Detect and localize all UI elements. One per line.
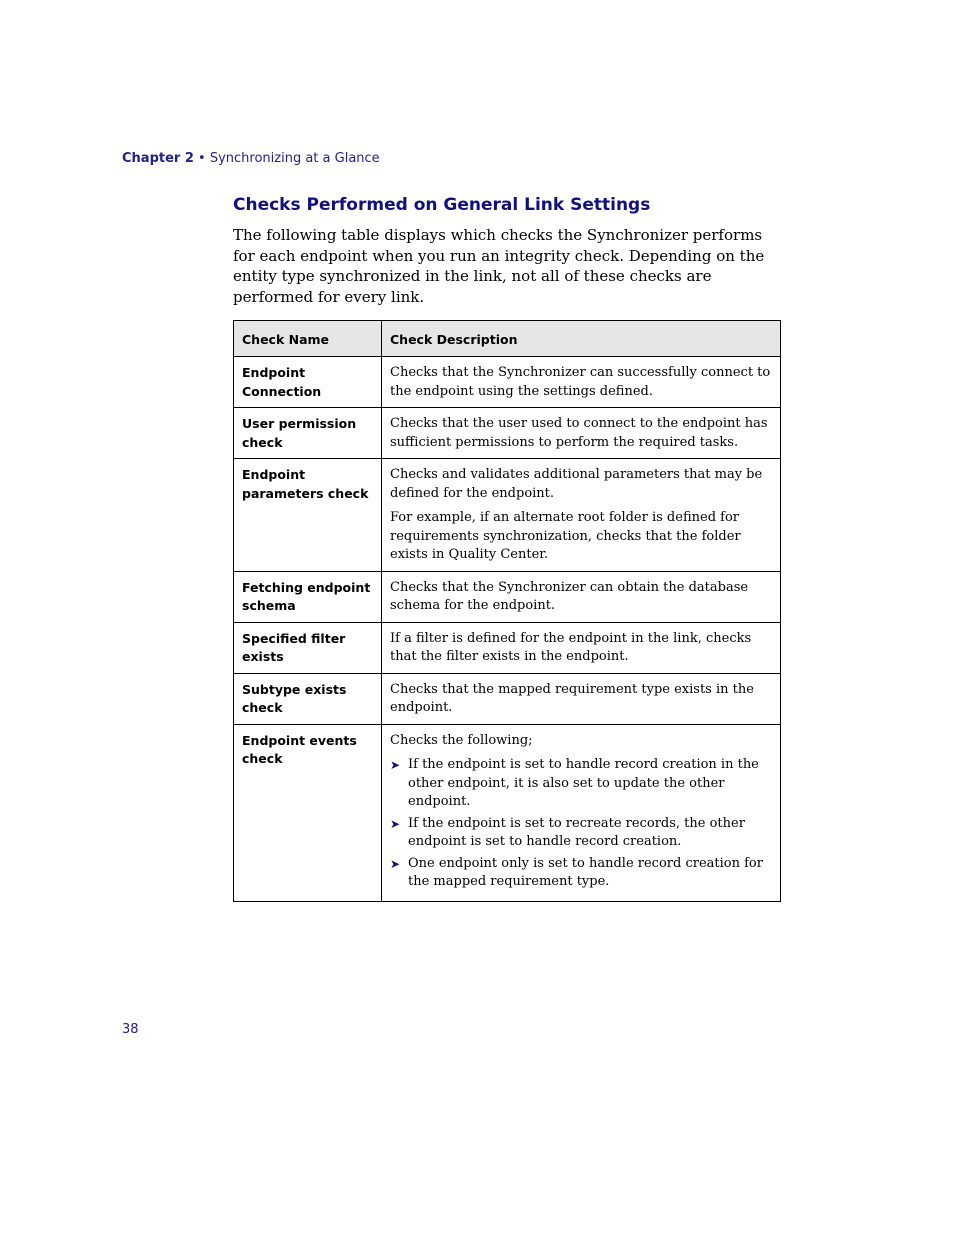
description-paragraph: Checks and validates additional parameters that may be defined for the endpoint. bbox=[390, 467, 763, 501]
description-paragraph: If a filter is defined for the endpoint in the link, checks that the filter exists in the endpoint. bbox=[390, 630, 752, 664]
section-title: Checks Performed on General Link Settings bbox=[233, 195, 651, 215]
header-separator: • bbox=[198, 151, 206, 166]
description-paragraph: Checks that the mapped requirement type exists in the endpoint. bbox=[390, 681, 754, 715]
description-paragraph: Checks that the Synchronizer can successfully connect to the endpoint using the settings defined. bbox=[390, 365, 771, 399]
check-description-cell bbox=[382, 459, 781, 572]
check-description-cell bbox=[382, 571, 781, 622]
check-description-cell bbox=[382, 408, 781, 459]
description-paragraph: Checks that the Synchronizer can obtain the database schema for the endpoint. bbox=[390, 579, 749, 613]
check-name-cell: Endpoint parameters check bbox=[234, 459, 382, 572]
column-header-check-name: Check Name bbox=[234, 321, 382, 357]
table-body bbox=[234, 357, 781, 902]
table-row bbox=[234, 673, 781, 724]
column-header-check-description: Check Description bbox=[382, 321, 781, 357]
table-row bbox=[234, 571, 781, 622]
description-paragraph: Checks the following; bbox=[390, 732, 533, 748]
bullet-text: If the endpoint is set to recreate records, the other endpoint is set to handle record creation. bbox=[408, 815, 745, 849]
bullet-text: One endpoint only is set to handle record creation for the mapped requirement type. bbox=[408, 855, 763, 889]
check-name-cell: Specified filter exists bbox=[234, 622, 382, 673]
check-description-cell bbox=[382, 357, 781, 408]
page-number: 38 bbox=[122, 1022, 139, 1037]
checks-table bbox=[233, 320, 781, 902]
arrow-bullet-icon: ➤ bbox=[390, 816, 401, 831]
chapter-title: Synchronizing at a Glance bbox=[209, 151, 380, 166]
table-row bbox=[234, 622, 781, 673]
table-row bbox=[234, 357, 781, 408]
check-name-cell: Subtype exists check bbox=[234, 673, 382, 724]
check-name-cell: Fetching endpoint schema bbox=[234, 571, 382, 622]
check-description-cell bbox=[382, 724, 781, 901]
table-row bbox=[234, 724, 781, 901]
bullet-list bbox=[390, 756, 772, 892]
check-name-cell: Endpoint Connection bbox=[234, 357, 382, 408]
bullet-item bbox=[390, 815, 772, 852]
chapter-label: Chapter 2 bbox=[122, 151, 194, 166]
check-description-cell bbox=[382, 673, 781, 724]
table-row bbox=[234, 408, 781, 459]
description-paragraph: For example, if an alternate root folder is defined for requirements synchronization, checks that the folder exists in Quality Center. bbox=[390, 510, 741, 562]
check-name-cell: Endpoint events check bbox=[234, 724, 382, 901]
bullet-item bbox=[390, 756, 772, 812]
table-header-row bbox=[234, 321, 781, 357]
table-row bbox=[234, 459, 781, 572]
intro-paragraph: The following table displays which checks the Synchronizer performs for each endpoint when you run an integrity check. Depending on the entity type synchronized in the link, not all of these checks are performed for every link. bbox=[233, 226, 765, 306]
check-name-cell: User permission check bbox=[234, 408, 382, 459]
bullet-text: If the endpoint is set to handle record creation in the other endpoint, it is also set to update the other endpoint. bbox=[408, 757, 759, 809]
description-paragraph: Checks that the user used to connect to the endpoint has sufficient permissions to perform the required tasks. bbox=[390, 416, 768, 450]
arrow-bullet-icon: ➤ bbox=[390, 758, 401, 772]
running-header bbox=[122, 151, 380, 166]
bullet-item bbox=[390, 855, 772, 892]
check-description-cell bbox=[382, 622, 781, 673]
arrow-bullet-icon: ➤ bbox=[390, 856, 401, 871]
